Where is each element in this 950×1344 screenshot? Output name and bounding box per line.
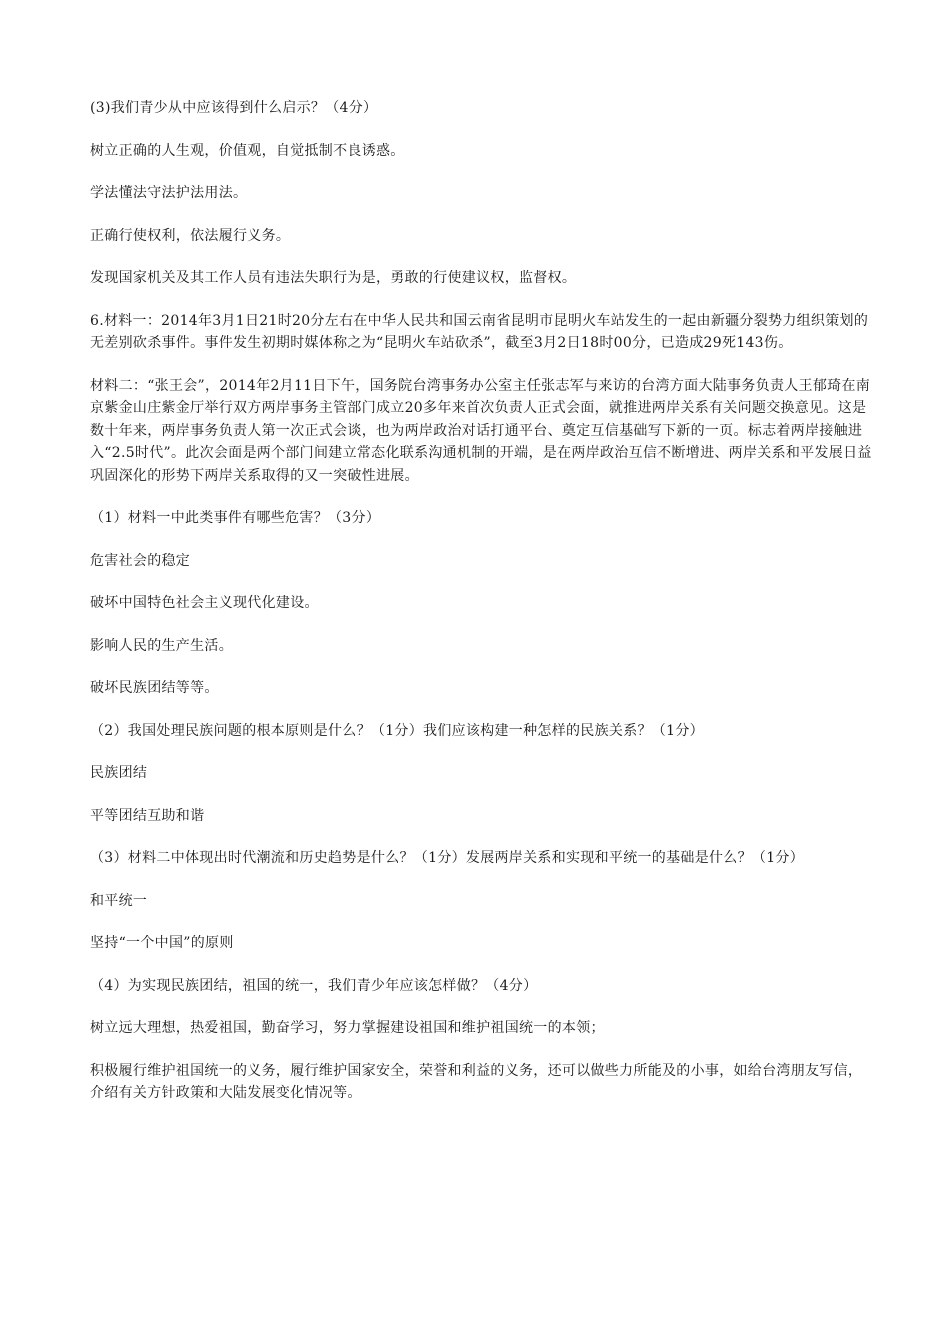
question-heading: （3）材料二中体现出时代潮流和历史趋势是什么？（1分）发展两岸关系和实现和平统一的基础是什么？（1分） <box>90 850 805 866</box>
question-heading: （2）我国处理民族问题的根本原则是什么？（1分）我们应该构建一种怎样的民族关系？（1分） <box>90 722 704 739</box>
answer-line: 积极履行维护祖国统一的义务，履行维护国家安全，荣誉和利益的义务，还可以做些力所能及的小事，如给台湾朋友写信，介绍有关方针政策和大陆发展变化情况等。 <box>90 1062 863 1101</box>
question-heading: （1）材料一中此类事件有哪些危害？（3分） <box>90 510 381 526</box>
answer-line: 危害社会的稳定 <box>90 552 191 569</box>
question-heading: （4）为实现民族团结，祖国的统一，我们青少年应该怎样做？（4分） <box>90 977 538 994</box>
answer-line: 影响人民的生产生活。 <box>90 637 233 654</box>
answer-line: 发现国家机关及其工作人员有违法失职行为是，勇敢的行使建议权，监督权。 <box>90 270 577 286</box>
answer-line: 树立正确的人生观，价值观，自觉抵制不良诱惑。 <box>90 142 405 159</box>
answer-line: 树立远大理想，热爱祖国，勤奋学习，努力掌握建设祖国和维护祖国统一的本领； <box>90 1020 605 1036</box>
answer-line: 坚持“一个中国”的原则 <box>90 935 234 951</box>
document-body <box>90 97 875 1125</box>
answer-line: 平等团结互助和谐 <box>90 807 205 824</box>
answer-line: 正确行使权利，依法履行义务。 <box>90 227 291 244</box>
answer-line: 学法懂法守法护法用法。 <box>90 185 248 201</box>
material-two-paragraph: 材料二：“张王会”，2014年2月11日下午，国务院台湾事务办公室主任张志军与来访的台湾方面大陆事务负责人王郁琦在南京紫金山庄紫金厅举行双方两岸事务主管部门成立20多年来首次负责人正式会面，就推进两岸关系有关问题交换意见。这是数十年来，两岸事务负责人第一次正式会谈，也为两岸政治对话打通平台、奠定互信基础写下新的一页。标志着两岸接触进入“2.5时代”。此次会面是两个部门间建立常态化联系沟通机制的开端，是在两岸政治互信不断增进、两岸关系和平发展日益巩固深化的形势下两岸关系取得的又一突破性进展。 <box>90 377 872 484</box>
answer-line: 破坏中国特色社会主义现代化建设。 <box>90 595 319 611</box>
answer-line: 民族团结 <box>90 765 148 781</box>
answer-line: 破坏民族团结等等。 <box>90 680 219 696</box>
material-one-paragraph: 6.材料一：2014年3月1日21时20分左右在中华人民共和国云南省昆明市昆明火车站发生的一起由新疆分裂势力组织策划的无差别砍杀事件。事件发生初期时媒体称之为“昆明火车站砍杀”，截至3月2日18时00分，已造成29死143伤。 <box>90 312 869 351</box>
answer-line: 和平统一 <box>90 892 148 909</box>
question-3-heading: (3)我们青少从中应该得到什么启示？（4分） <box>90 100 378 116</box>
